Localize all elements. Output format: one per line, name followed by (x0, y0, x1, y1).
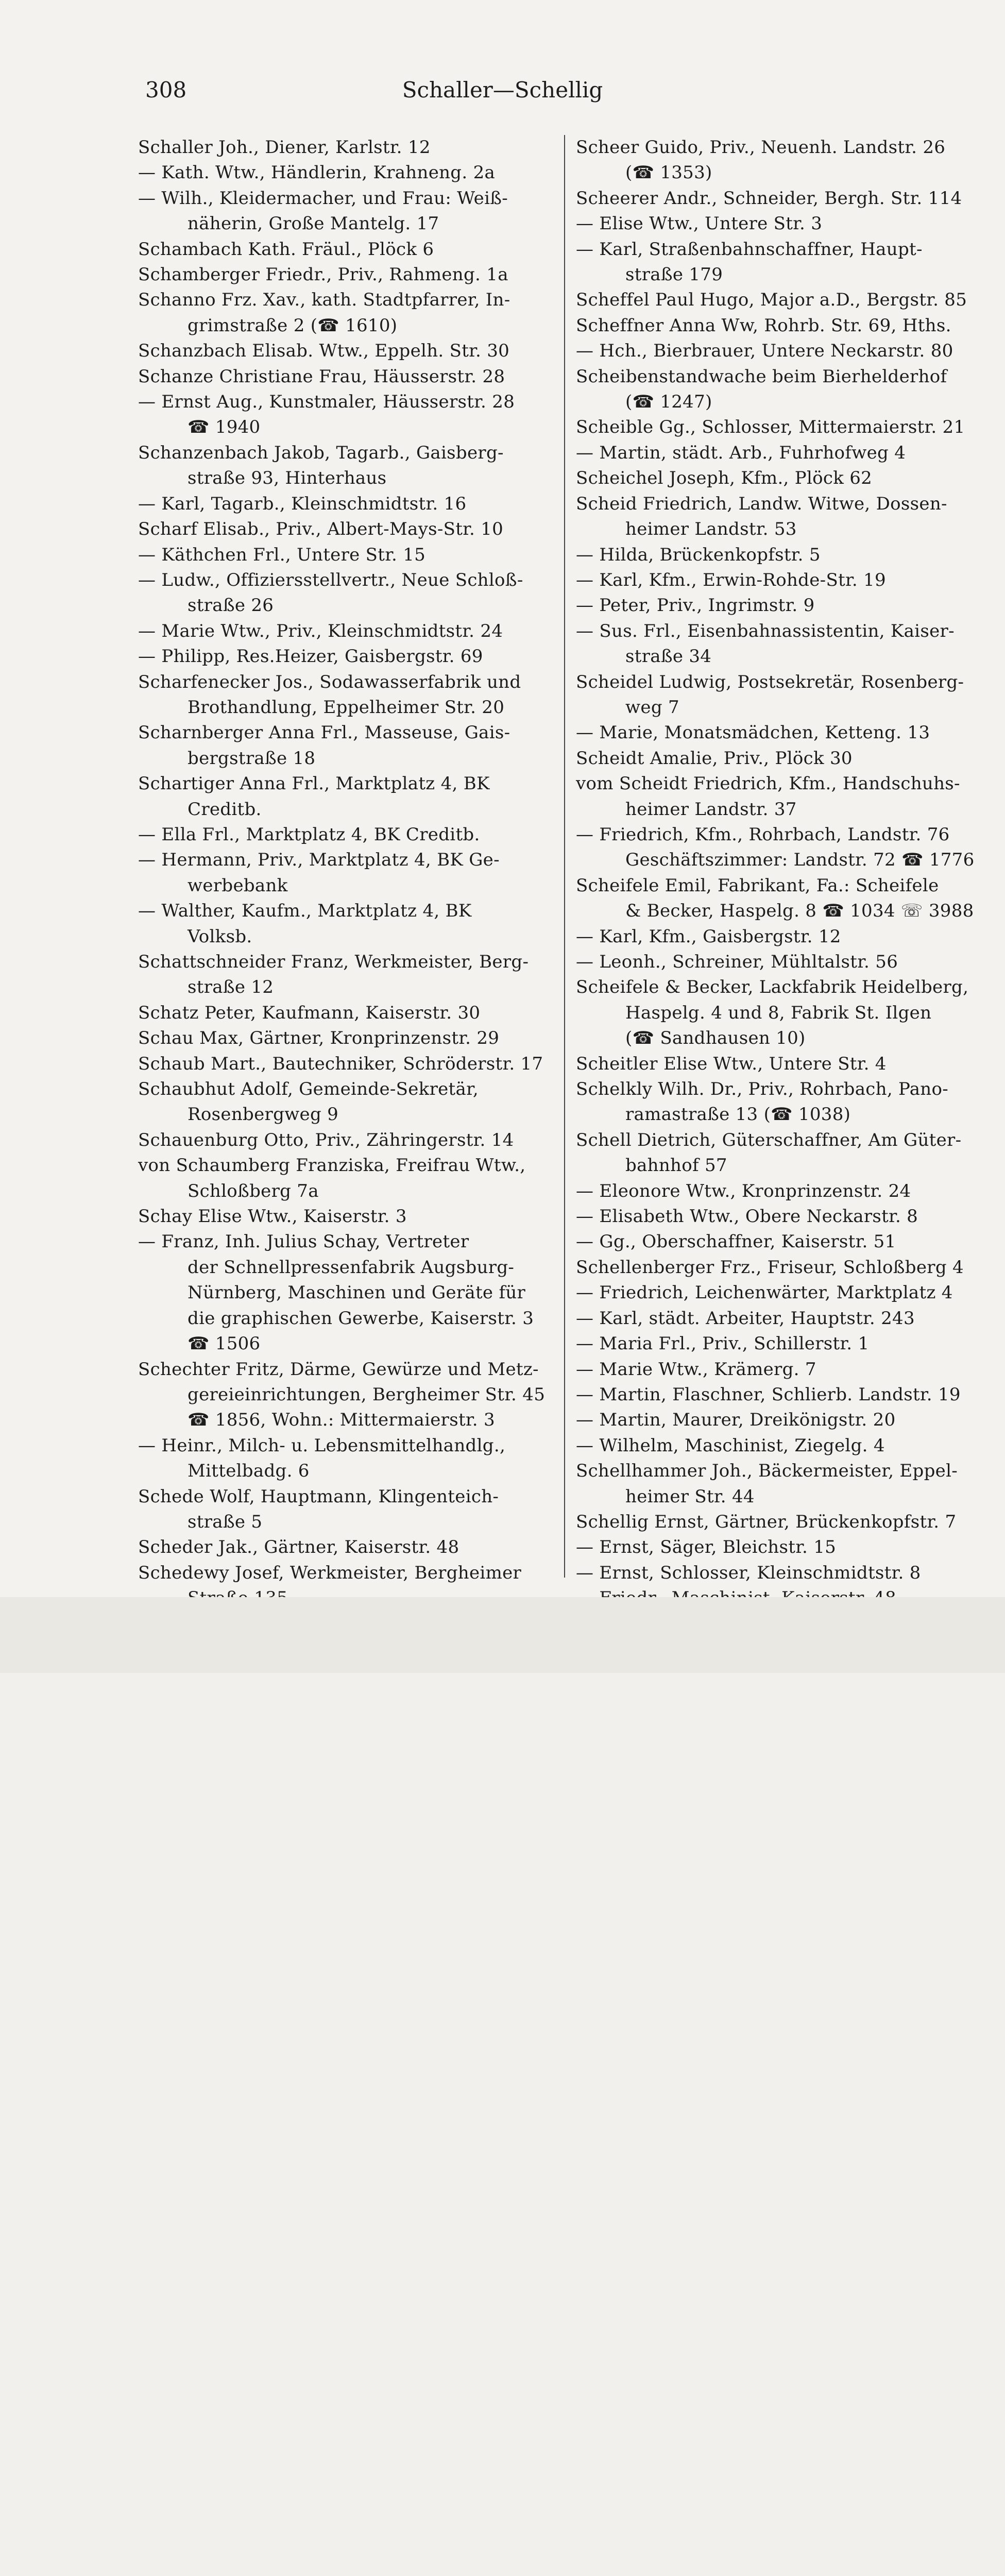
directory-entry (138, 644, 556, 669)
entry-line: Scheible Gg., Schlosser, Mittermaierstr. 21 (576, 417, 965, 438)
entry-line: — Marie Wtw., Krämerg. 7 (576, 1359, 816, 1380)
entry-continuation-line: heimer Landstr. 53 (625, 519, 797, 540)
directory-entry (138, 1128, 556, 1153)
entry-line: — Walther, Kaufm., Marktplatz 4, BK (138, 901, 472, 922)
directory-entry (576, 1382, 1005, 1408)
entry-line: Schaller Joh., Diener, Karlstr. 12 (138, 137, 431, 158)
entry-line: Schaub Mart., Bautechniker, Schröderstr. 17 (138, 1053, 543, 1074)
entry-line: Schatz Peter, Kaufmann, Kaiserstr. 30 (138, 1002, 481, 1023)
entry-line: Schanzenbach Jakob, Tagarb., Gaisberg- (138, 442, 504, 463)
directory-entry (138, 1484, 556, 1535)
entry-continuation-line: straße 93, Hinterhaus (188, 468, 387, 489)
directory-entry (138, 1357, 556, 1433)
entry-continuation-line: (☎ 1247) (625, 392, 712, 413)
entry-continuation-line: Rosenbergweg 9 (188, 1104, 339, 1125)
directory-entry (138, 1052, 556, 1077)
entry-line: Scheidt Amalie, Priv., Plöck 30 (576, 748, 853, 769)
entry-continuation-line: gereieinrichtungen, Bergheimer Str. 45 (188, 1384, 546, 1405)
directory-entry (576, 1306, 1005, 1331)
entry-line: Scheder Jak., Gärtner, Kaiserstr. 48 (138, 1537, 459, 1558)
entry-line: von Schaumberg Franziska, Freifrau Wtw., (138, 1155, 526, 1176)
directory-entry (576, 440, 1005, 466)
entry-line: — Karl, Straßenbahnschaffner, Haupt- (576, 239, 923, 260)
entry-continuation-line: Geschäftszimmer: Landstr. 72 ☎ 1776 (625, 850, 975, 871)
entry-line: — Sus. Frl., Eisenbahnassistentin, Kaiser- (576, 620, 955, 641)
directory-entry (138, 1229, 556, 1357)
directory-entry (576, 568, 1005, 593)
directory-entry (576, 1052, 1005, 1077)
directory-entry (576, 1535, 1005, 1560)
directory-entry (576, 135, 1005, 186)
entry-continuation-line: straße 34 (625, 646, 712, 667)
entry-line: Schattschneider Franz, Werkmeister, Berg- (138, 952, 529, 972)
entry-continuation-line: & Becker, Haspelg. 8 ☎ 1034 ☏ 3988 (625, 901, 974, 922)
entry-line: — Ernst, Säger, Bleichstr. 15 (576, 1537, 837, 1558)
directory-entry (576, 287, 1005, 313)
entry-line: vom Scheidt Friedrich, Kfm., Handschuhs- (576, 773, 960, 794)
directory-entry (138, 186, 556, 237)
entry-line: Schamberger Friedr., Priv., Rahmeng. 1a (138, 264, 508, 285)
entry-line: Schau Max, Gärtner, Kronprinzenstr. 29 (138, 1028, 500, 1049)
entry-line: — Karl, Tagarb., Kleinschmidtstr. 16 (138, 493, 467, 514)
directory-entry (138, 1026, 556, 1051)
entry-continuation-line: straße 179 (625, 264, 723, 285)
directory-entry (576, 822, 1005, 873)
entry-line: — Leonh., Schreiner, Mühltalstr. 56 (576, 952, 898, 972)
entry-line: Scheifele Emil, Fabrikant, Fa.: Scheifele (576, 875, 939, 896)
entry-line: — Elise Wtw., Untere Str. 3 (576, 213, 823, 234)
directory-entry (138, 492, 556, 517)
directory-entry (138, 338, 556, 364)
entry-line: — Hilda, Brückenkopfstr. 5 (576, 544, 821, 565)
directory-entry (576, 1280, 1005, 1306)
directory-entry (138, 670, 556, 721)
directory-entry (576, 543, 1005, 568)
left-column (138, 135, 556, 1662)
entry-line: Scheerer Andr., Schneider, Bergh. Str. 114 (576, 188, 962, 209)
directory-entry (576, 237, 1005, 288)
entry-line: Schellig Ernst, Gärtner, Brückenkopfstr. 7 (576, 1511, 957, 1532)
directory-entry (576, 771, 1005, 822)
entry-line: Schanzbach Elisab. Wtw., Eppelh. Str. 30 (138, 341, 510, 362)
entry-line: — Hermann, Priv., Marktplatz 4, BK Ge- (138, 850, 500, 871)
directory-entry (576, 950, 1005, 975)
entry-continuation-line: (☎ 1353) (625, 162, 712, 183)
entry-line: — Ella Frl., Marktplatz 4, BK Creditb. (138, 824, 480, 845)
entry-continuation-line: straße 12 (188, 977, 274, 998)
entry-line: Scheffel Paul Hugo, Major a.D., Bergstr. 85 (576, 290, 967, 311)
directory-entry (138, 1204, 556, 1229)
directory-entry (138, 1433, 556, 1484)
directory-entry (576, 1357, 1005, 1382)
directory-entry (138, 619, 556, 644)
directory-entry (576, 313, 1005, 338)
directory-entry (138, 822, 556, 848)
entry-continuation-line: werbebank (188, 875, 288, 896)
directory-entry (138, 543, 556, 568)
entry-continuation-line: (☎ Sandhausen 10) (625, 1028, 806, 1049)
directory-entry (138, 771, 556, 822)
right-column (576, 135, 1005, 1662)
directory-entry (576, 338, 1005, 364)
directory-entry (576, 1077, 1005, 1128)
entry-line: Schanze Christiane Frau, Häusserstr. 28 (138, 366, 505, 387)
entry-line: Schellhammer Joh., Bäckermeister, Eppel- (576, 1461, 958, 1482)
entry-line: Schauenburg Otto, Priv., Zähringerstr. 14 (138, 1129, 514, 1150)
entry-continuation-line: ☎ 1856, Wohn.: Mittermaierstr. 3 (188, 1410, 495, 1431)
entry-continuation-line: ramastraße 13 (☎ 1038) (625, 1104, 851, 1125)
entry-line: — Gg., Oberschaffner, Kaiserstr. 51 (576, 1231, 896, 1252)
entry-continuation-line: ☎ 1506 (188, 1333, 261, 1354)
entry-line: Scheifele & Becker, Lackfabrik Heidelberg, (576, 977, 969, 998)
directory-entry (576, 1459, 1005, 1510)
directory-entry (576, 873, 1005, 924)
entry-line: — Käthchen Frl., Untere Str. 15 (138, 544, 426, 565)
entry-line: Schay Elise Wtw., Kaiserstr. 3 (138, 1206, 407, 1227)
entry-continuation-line: straße 5 (188, 1511, 263, 1532)
directory-entry (576, 670, 1005, 721)
entry-line: — Wilhelm, Maschinist, Ziegelg. 4 (576, 1435, 885, 1456)
directory-entry (576, 720, 1005, 745)
directory-entry (576, 466, 1005, 491)
directory-entry (576, 492, 1005, 543)
directory-entry (576, 186, 1005, 211)
entry-line: — Heinr., Milch- u. Lebensmittelhandlg., (138, 1435, 506, 1456)
entry-continuation-line: Schloßberg 7a (188, 1180, 319, 1201)
entry-line: Schaubhut Adolf, Gemeinde-Sekretär, (138, 1079, 479, 1100)
entry-continuation-line: heimer Str. 44 (625, 1486, 755, 1507)
directory-entry (576, 1561, 1005, 1586)
directory-entry (576, 924, 1005, 950)
entry-line: — Philipp, Res.Heizer, Gaisbergstr. 69 (138, 646, 483, 667)
directory-entry (138, 135, 556, 160)
directory-entry (138, 517, 556, 542)
directory-entry (576, 975, 1005, 1051)
directory-entry (576, 1179, 1005, 1204)
entry-line: Scheer Guido, Priv., Neuenh. Landstr. 26 (576, 137, 946, 158)
running-head: Schaller—Schellig (402, 77, 603, 103)
entry-line: — Eleonore Wtw., Kronprinzenstr. 24 (576, 1180, 911, 1201)
entry-line: Scharfenecker Jos., Sodawasserfabrik und (138, 671, 521, 692)
entry-line: Schellenberger Frz., Friseur, Schloßberg 4 (576, 1257, 964, 1278)
entry-line: — Franz, Inh. Julius Schay, Vertreter (138, 1231, 469, 1252)
entry-continuation-line: Brothandlung, Eppelheimer Str. 20 (188, 697, 505, 718)
entry-line: — Ludw., Offiziersstellvertr., Neue Schloß- (138, 569, 523, 590)
entry-line: Schedewy Josef, Werkmeister, Bergheimer (138, 1562, 522, 1583)
entry-line: Scharf Elisab., Priv., Albert-Mays-Str. 10 (138, 519, 504, 540)
entry-line: Schartiger Anna Frl., Marktplatz 4, BK (138, 773, 490, 794)
entry-continuation-line: grimstraße 2 (☎ 1610) (188, 315, 398, 336)
entry-line: — Ernst, Schlosser, Kleinschmidtstr. 8 (576, 1562, 921, 1583)
directory-entry (138, 1077, 556, 1128)
directory-entry (576, 1229, 1005, 1255)
entry-continuation-line: der Schnellpressenfabrik Augsburg- (188, 1257, 515, 1278)
directory-entry (138, 160, 556, 185)
footer-bar (0, 1597, 1005, 1673)
entry-line: — Kath. Wtw., Händlerin, Krahneng. 2a (138, 162, 496, 183)
directory-entry (138, 899, 556, 950)
directory-entry (138, 950, 556, 1001)
directory-entry (576, 364, 1005, 415)
directory-entry (138, 262, 556, 287)
directory-entry (576, 1510, 1005, 1535)
entry-line: — Elisabeth Wtw., Obere Neckarstr. 8 (576, 1206, 918, 1227)
directory-entry (138, 440, 556, 492)
entry-continuation-line: weg 7 (625, 697, 679, 718)
entry-continuation-line: näherin, Große Mantelg. 17 (188, 213, 439, 234)
directory-entry (138, 364, 556, 389)
entry-line: Scheibenstandwache beim Bierhelderhof (576, 366, 947, 387)
directory-entry (576, 415, 1005, 440)
entry-line: — Peter, Priv., Ingrimstr. 9 (576, 595, 815, 616)
entry-line: Schelkly Wilh. Dr., Priv., Rohrbach, Pano- (576, 1079, 949, 1100)
page-number: 308 (145, 77, 187, 103)
entry-line: — Marie Wtw., Priv., Kleinschmidtstr. 24 (138, 620, 503, 641)
entry-line: Scheid Friedrich, Landw. Witwe, Dossen- (576, 493, 947, 514)
directory-entry (576, 619, 1005, 670)
directory-entry (138, 568, 556, 619)
entry-line: Schechter Fritz, Därme, Gewürze und Metz- (138, 1359, 539, 1380)
directory-entry (576, 1433, 1005, 1459)
entry-line: — Friedrich, Kfm., Rohrbach, Landstr. 76 (576, 824, 950, 845)
entry-line: — Hch., Bierbrauer, Untere Neckarstr. 80 (576, 341, 953, 362)
entry-line: — Friedrich, Leichenwärter, Marktplatz 4 (576, 1282, 953, 1303)
entry-line: Schanno Frz. Xav., kath. Stadtpfarrer, In- (138, 290, 510, 311)
directory-entry (576, 1331, 1005, 1357)
entry-continuation-line: bahnhof 57 (625, 1155, 727, 1176)
entry-line: Scheidel Ludwig, Postsekretär, Rosenberg- (576, 671, 964, 692)
entry-line: — Maria Frl., Priv., Schillerstr. 1 (576, 1333, 870, 1354)
entry-line: Scharnberger Anna Frl., Masseuse, Gais- (138, 722, 510, 743)
entry-continuation-line: die graphischen Gewerbe, Kaiserstr. 3 (188, 1308, 534, 1329)
entry-continuation-line: Mittelbadg. 6 (188, 1461, 310, 1482)
entry-line: — Ernst Aug., Kunstmaler, Häusserstr. 28 (138, 392, 515, 413)
column-divider (564, 135, 565, 1578)
directory-entry (576, 1128, 1005, 1179)
directory-entry (576, 1408, 1005, 1433)
entry-continuation-line: Haspelg. 4 und 8, Fabrik St. Ilgen (625, 1002, 932, 1023)
entry-line: Scheffner Anna Ww, Rohrb. Str. 69, Hths. (576, 315, 951, 336)
entry-line: — Martin, Maurer, Dreikönigstr. 20 (576, 1410, 896, 1431)
directory-entry (576, 1204, 1005, 1229)
entry-line: Schell Dietrich, Güterschaffner, Am Güter- (576, 1129, 962, 1150)
entry-continuation-line: bergstraße 18 (188, 748, 316, 769)
directory-entry (138, 389, 556, 440)
entry-continuation-line: straße 26 (188, 595, 274, 616)
directory-entry (576, 1255, 1005, 1280)
directory-entry (138, 1153, 556, 1204)
entry-line: — Karl, Kfm., Erwin-Rohde-Str. 19 (576, 569, 886, 590)
entry-line: — Martin, Flaschner, Schlierb. Landstr. 19 (576, 1384, 961, 1405)
directory-entry (576, 593, 1005, 618)
entry-continuation-line: ☎ 1940 (188, 417, 261, 438)
entry-continuation-line: heimer Landstr. 37 (625, 799, 797, 820)
entry-line: — Karl, städt. Arbeiter, Hauptstr. 243 (576, 1308, 915, 1329)
entry-line: Scheichel Joseph, Kfm., Plöck 62 (576, 468, 873, 489)
directory-entry (138, 720, 556, 771)
directory-entry (138, 1001, 556, 1026)
entry-line: — Wilh., Kleidermacher, und Frau: Weiß- (138, 188, 508, 209)
entry-continuation-line: Nürnberg, Maschinen und Geräte für (188, 1282, 526, 1303)
entry-continuation-line: Creditb. (188, 799, 262, 820)
entry-line: — Karl, Kfm., Gaisbergstr. 12 (576, 926, 841, 947)
entry-line: Scheitler Elise Wtw., Untere Str. 4 (576, 1053, 887, 1074)
directory-entry (138, 1535, 556, 1560)
entry-line: Schambach Kath. Fräul., Plöck 6 (138, 239, 434, 260)
directory-entry (576, 211, 1005, 236)
entry-line: — Martin, städt. Arb., Fuhrhofweg 4 (576, 442, 906, 463)
directory-entry (138, 237, 556, 262)
directory-entry (138, 848, 556, 899)
entry-line: — Marie, Monatsmädchen, Ketteng. 13 (576, 722, 930, 743)
directory-entry (138, 287, 556, 338)
entry-continuation-line: Volksb. (188, 926, 252, 947)
entry-line: Schede Wolf, Hauptmann, Klingenteich- (138, 1486, 499, 1507)
directory-entry (576, 746, 1005, 771)
